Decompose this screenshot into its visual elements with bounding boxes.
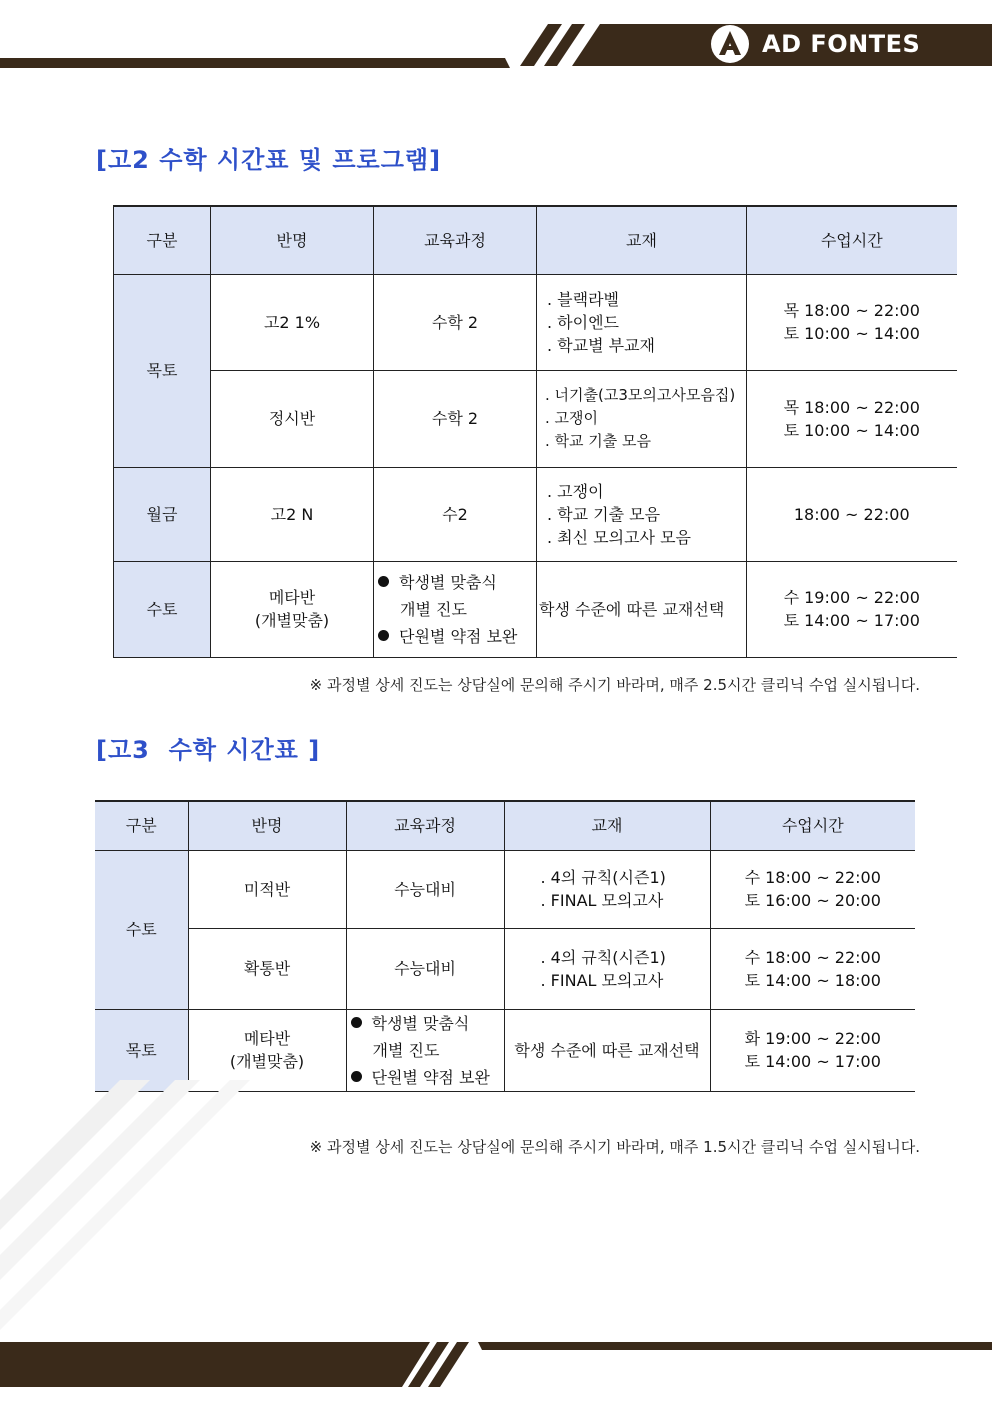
time-item: 토 14:00 ~ 18:00	[744, 970, 881, 990]
materials-cell	[504, 850, 710, 928]
class-subname: (개별맞춤)	[254, 611, 330, 630]
material-item: . 학교 기출 모음	[547, 504, 661, 524]
header-cell: 교육과정	[374, 206, 537, 274]
material-item: . 블랙라벨	[547, 289, 619, 309]
time-item: 수 18:00 ~ 22:00	[744, 947, 881, 967]
material-item: . 4의 규칙(시즌1)	[540, 947, 666, 967]
brand-logo-icon	[710, 24, 750, 64]
header-cell: 교육과정	[346, 801, 504, 850]
category-cell: 목토	[95, 1009, 188, 1091]
time-item: 토 10:00 ~ 14:00	[783, 324, 920, 343]
class-cell: 고2 1%	[211, 274, 374, 370]
course-item: 개별 진도	[372, 1040, 440, 1060]
section1-note: ※ 과정별 상세 진도는 상담실에 문의해 주시기 바라며, 매주 2.5시간 클리닉 수업 실시됩니다.	[309, 676, 920, 694]
header-cell: 반명	[188, 801, 346, 850]
materials-cell	[537, 370, 747, 467]
brand-name: AD FONTES	[762, 30, 921, 58]
class-cell	[188, 1009, 346, 1091]
material-item: . 너기출(고3모의고사모음집)	[545, 386, 736, 404]
course-item: 개별 진도	[400, 599, 467, 619]
materials-cell	[537, 467, 747, 561]
time-item: 목 18:00 ~ 22:00	[783, 397, 920, 417]
materials-cell	[537, 274, 747, 370]
material-item: . 최신 모의고사 모음	[547, 527, 691, 547]
time-item: 토 10:00 ~ 14:00	[783, 420, 920, 440]
course-item: 단원별 약점 보완	[399, 626, 518, 646]
time-item: 화 19:00 ~ 22:00	[744, 1029, 881, 1048]
header-cell: 구분	[95, 801, 188, 850]
brand-logo	[710, 24, 920, 64]
material-item: . FINAL 모의고사	[540, 970, 664, 990]
category-cell: 목토	[114, 274, 211, 467]
materials-cell: 학생 수준에 따른 교재선택	[537, 561, 747, 657]
class-cell: 고2 N	[211, 467, 374, 561]
background-decoration	[0, 1080, 992, 1340]
time-cell: 18:00 ~ 22:00	[747, 467, 957, 561]
category-cell: 수토	[95, 850, 188, 1009]
time-item: 수 19:00 ~ 22:00	[783, 588, 920, 607]
header-cell: 교재	[537, 206, 747, 274]
time-cell	[747, 274, 957, 370]
bullet-icon	[378, 630, 389, 641]
time-item: 토 14:00 ~ 17:00	[744, 1052, 881, 1071]
time-cell	[747, 370, 957, 467]
material-item: . FINAL 모의고사	[540, 891, 664, 910]
header-cell: 교재	[504, 801, 710, 850]
table-header-row	[114, 206, 957, 274]
material-item: . 하이엔드	[547, 312, 619, 332]
header-cell: 수업시간	[747, 206, 957, 274]
material-item: . 4의 규칙(시즌1)	[540, 868, 666, 887]
course-cell: 수2	[374, 467, 537, 561]
class-name: 메타반	[268, 588, 316, 607]
class-subname: (개별맞춤)	[229, 1052, 305, 1071]
section2-title-text: [고3 수학 시간표 ]	[96, 736, 321, 764]
materials-cell: 학생 수준에 따른 교재선택	[504, 1009, 710, 1091]
course-cell: 수학 2	[374, 370, 537, 467]
table-row	[114, 274, 957, 370]
course-cell	[346, 1009, 504, 1091]
material-item: . 학교 기출 모음	[545, 432, 652, 450]
course-cell: 수능대비	[346, 928, 504, 1009]
header-cell: 구분	[114, 206, 211, 274]
material-item: . 고쟁이	[547, 481, 604, 501]
time-cell	[710, 1009, 915, 1091]
table-header-row	[95, 801, 915, 850]
course-item: 학생별 맞춤식	[399, 572, 497, 592]
footer-band	[0, 1330, 992, 1403]
time-cell	[747, 561, 957, 657]
class-cell: 정시반	[211, 370, 374, 467]
time-item: 수 18:00 ~ 22:00	[744, 868, 881, 887]
header-cell: 수업시간	[710, 801, 915, 850]
table-row	[114, 467, 957, 561]
course-cell	[374, 561, 537, 657]
class-cell: 미적반	[188, 850, 346, 928]
category-cell: 수토	[114, 561, 211, 657]
table-row	[114, 370, 957, 467]
class-cell: 확통반	[188, 928, 346, 1009]
materials-cell	[504, 928, 710, 1009]
header-cell: 반명	[211, 206, 374, 274]
time-cell	[710, 850, 915, 928]
section1-title: [고2 수학 시간표 및 프로그램]	[96, 146, 442, 174]
category-cell: 월금	[114, 467, 211, 561]
course-cell: 수능대비	[346, 850, 504, 928]
section2-table	[95, 800, 915, 1092]
material-item: . 고쟁이	[545, 409, 599, 427]
course-item: 학생별 맞춤식	[371, 1013, 470, 1033]
class-cell	[211, 561, 374, 657]
time-item: 토 16:00 ~ 20:00	[744, 891, 881, 910]
course-cell: 수학 2	[374, 274, 537, 370]
time-cell	[710, 928, 915, 1009]
course-item: 단원별 약점 보완	[371, 1067, 490, 1087]
table-row	[95, 1009, 915, 1091]
time-item: 목 18:00 ~ 22:00	[783, 301, 920, 320]
section2-note: ※ 과정별 상세 진도는 상담실에 문의해 주시기 바라며, 매주 1.5시간 클리닉 수업 실시됩니다.	[309, 1138, 920, 1156]
material-item: . 학교별 부교재	[547, 335, 655, 355]
class-name: 메타반	[243, 1029, 291, 1048]
section2-title	[96, 730, 320, 765]
bullet-icon	[378, 576, 389, 587]
time-item: 토 14:00 ~ 17:00	[783, 611, 920, 630]
table-row	[95, 850, 915, 928]
section1-table	[113, 205, 957, 658]
table-row	[95, 928, 915, 1009]
bullet-icon	[351, 1017, 362, 1028]
table-row	[114, 561, 957, 657]
